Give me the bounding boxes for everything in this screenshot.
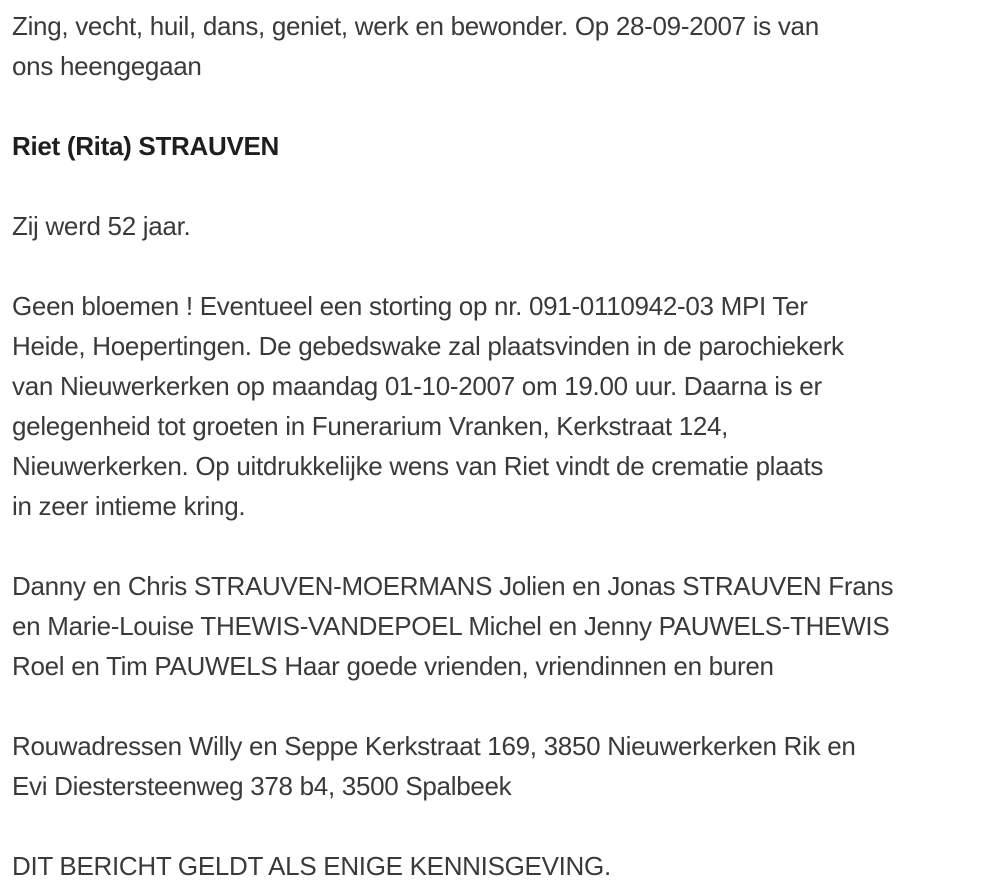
age-paragraph	[12, 206, 988, 246]
text-line: gelegenheid tot groeten in Funerarium Vranken, Kerkstraat 124,	[12, 411, 729, 441]
text-line: Nieuwerkerken. Op uitdrukkelijke wens van Riet vindt de crematie plaats	[12, 451, 824, 481]
text-line: Roel en Tim PAUWELS Haar goede vrienden, vriendinnen en buren	[12, 651, 774, 681]
text-line: Heide, Hoepertingen. De gebedswake zal plaatsvinden in de parochiekerk	[12, 331, 844, 361]
family-paragraph	[12, 566, 988, 686]
text-line: Riet (Rita) STRAUVEN	[12, 131, 280, 161]
text-line: Evi Diestersteenweg 378 b4, 3500 Spalbeek	[12, 771, 512, 801]
text-line: Zing, vecht, huil, dans, geniet, werk en bewonder. Op 28-09-2007 is van	[12, 11, 819, 41]
intro-paragraph	[12, 6, 988, 86]
text-line: ons heengegaan	[12, 51, 202, 81]
mourning-addresses-paragraph	[12, 726, 988, 806]
text-line: in zeer intieme kring.	[12, 491, 246, 521]
deceased-name	[12, 126, 988, 166]
text-line: Danny en Chris STRAUVEN-MOERMANS Jolien en Jonas STRAUVEN Frans	[12, 571, 894, 601]
text-line: van Nieuwerkerken op maandag 01-10-2007 om 19.00 uur. Daarna is er	[12, 371, 822, 401]
text-line: Geen bloemen ! Eventueel een storting op nr. 091-0110942-03 MPI Ter	[12, 291, 808, 321]
text-line: Zij werd 52 jaar.	[12, 211, 191, 241]
text-line: en Marie-Louise THEWIS-VANDEPOEL Michel en Jenny PAUWELS-THEWIS	[12, 611, 890, 641]
service-paragraph	[12, 286, 988, 526]
text-line: DIT BERICHT GELDT ALS ENIGE KENNISGEVING.	[12, 851, 611, 881]
text-line: Rouwadressen Willy en Seppe Kerkstraat 169, 3850 Nieuwerkerken Rik en	[12, 731, 856, 761]
closing-paragraph	[12, 846, 988, 886]
